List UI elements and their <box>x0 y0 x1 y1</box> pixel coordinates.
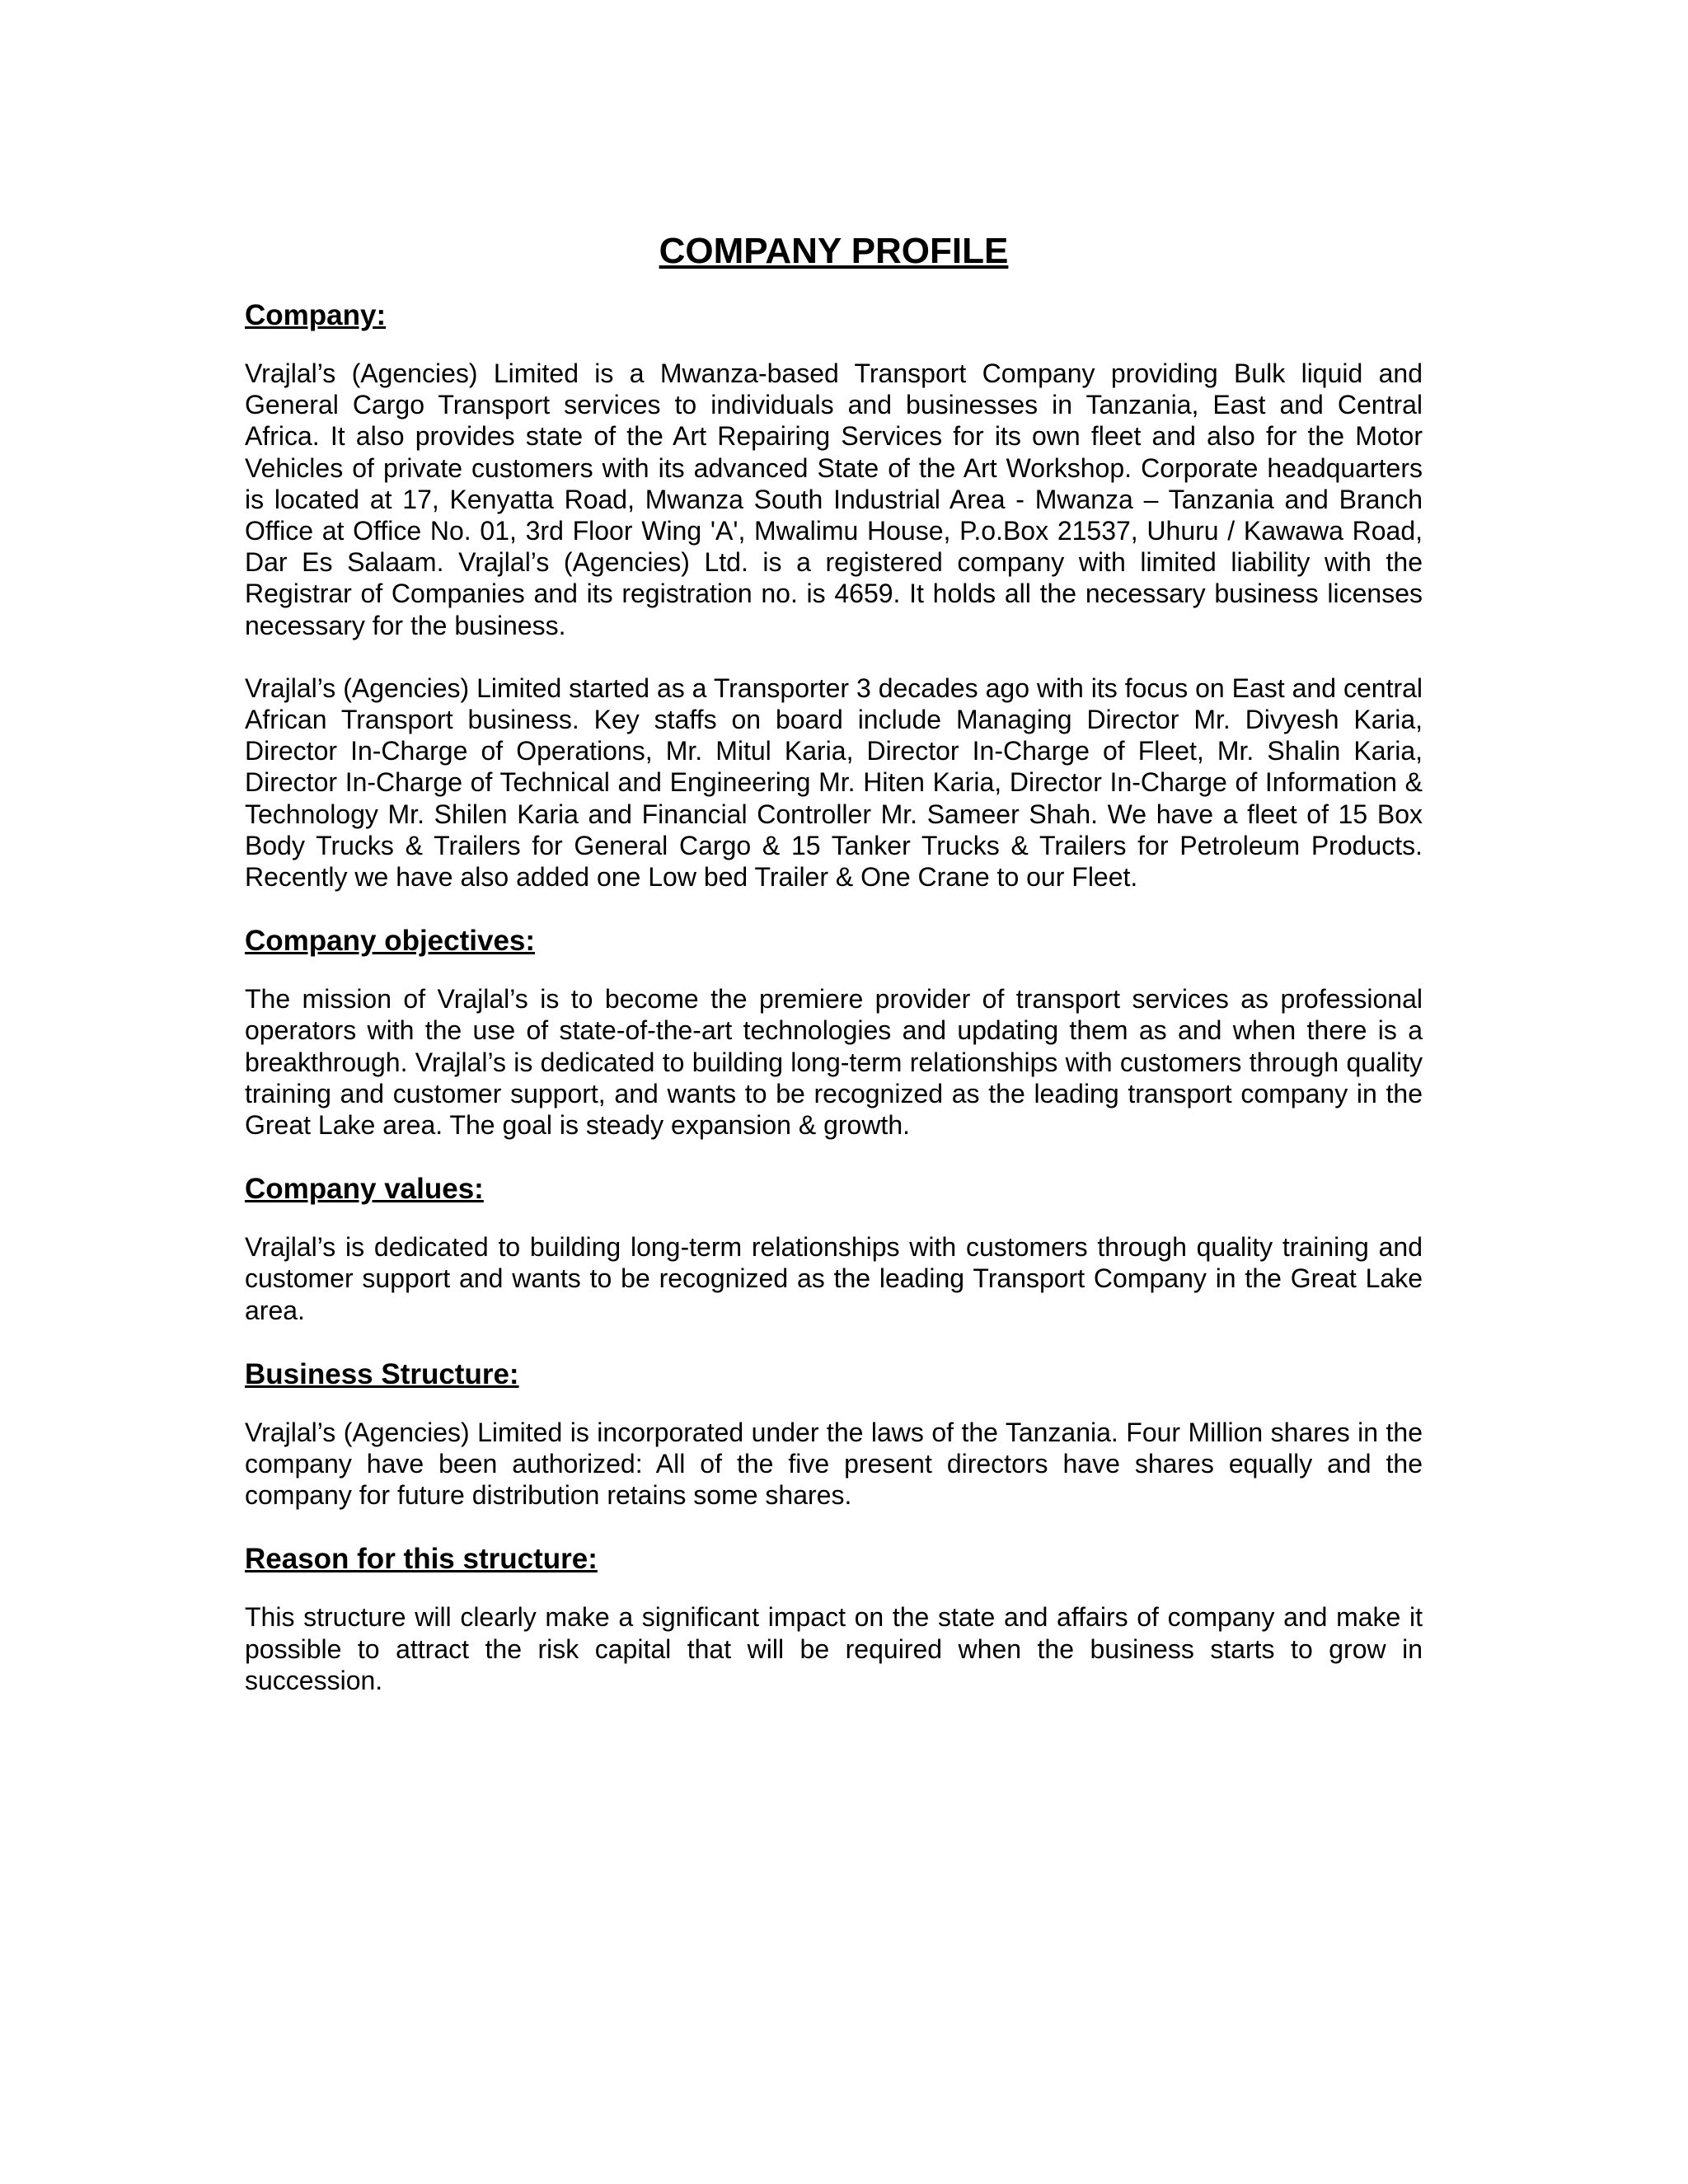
section-company <box>245 295 1423 893</box>
section-heading: Company values: <box>245 1173 484 1206</box>
section-company-objectives <box>245 921 1423 1141</box>
section-company-values <box>245 1169 1423 1326</box>
section-reason-for-structure <box>245 1539 1423 1696</box>
section-heading: Reason for this structure: <box>245 1543 598 1576</box>
section-heading: Company: <box>245 299 387 331</box>
paragraph: Vrajlal’s is dedicated to building long-term relationships with customers through quality training and customer support and wants to be recognized as the leading Transport Company in the Great Lake area. <box>245 1232 1423 1325</box>
section-heading: Business Structure: <box>245 1357 519 1390</box>
page-title: COMPANY PROFILE <box>659 231 1009 271</box>
document-body <box>245 223 1423 1727</box>
paragraph: Vrajlal’s (Agencies) Limited started as a Transporter 3 decades ago with its focus on East and central African Transport business. Key staffs on board include Managing Director Mr. Divyesh Karia, Director In-Charge of Operations, Mr. Mitul Karia, Director In-Charge of Fleet, Mr. Shalin Karia, Director In-Charge of Technical and Engineering Mr. Hiten Karia, Director In-Charge of Information & Technology Mr. Shilen Karia and Financial Controller Mr. Sameer Shah. We have a fleet of 15 Box Body Trucks & Trailers for General Cargo & 15 Tanker Trucks & Trailers for Petroleum Products. Recently we have also added one Low bed Trailer & One Crane to our Fleet. <box>245 673 1423 893</box>
paragraph: This structure will clearly make a significant impact on the state and affairs of company and make it possible to attract the risk capital that will be required when the business starts to grow in succession. <box>245 1602 1423 1695</box>
paragraph: Vrajlal’s (Agencies) Limited is incorporated under the laws of the Tanzania. Four Million shares in the company have been authorized: All of the five present directors have shares equally and the company for future distribution retains some shares. <box>245 1417 1423 1511</box>
section-business-structure <box>245 1354 1423 1511</box>
section-heading: Company objectives: <box>245 925 536 958</box>
paragraph: The mission of Vrajlal’s is to become the premiere provider of transport services as professional operators with the use of state-of-the-art technologies and updating them as and when there is a breakthrough. Vrajlal’s is dedicated to building long-term relationships with customers through quality training and customer support, and wants to be recognized as the leading transport company in the Great Lake area. The goal is steady expansion & growth. <box>245 984 1423 1141</box>
paragraph: Vrajlal’s (Agencies) Limited is a Mwanza-based Transport Company providing Bulk liquid and General Cargo Transport services to individuals and businesses in Tanzania, East and Central Africa. It also provides state of the Art Repairing Services for its own fleet and also for the Motor Vehicles of private customers with its advanced State of the Art Workshop. Corporate headquarters is located at 17, Kenyatta Road, Mwanza South Industrial Area - Mwanza – Tanzania and Branch Office at Office No. 01, 3rd Floor Wing 'A', Mwalimu House, P.o.Box 21537, Uhuru / Kawawa Road, Dar Es Salaam. Vrajlal’s (Agencies) Ltd. is a registered company with limited liability with the Registrar of Companies and its registration no. is 4659. It holds all the necessary business licenses necessary for the business. <box>245 359 1423 640</box>
